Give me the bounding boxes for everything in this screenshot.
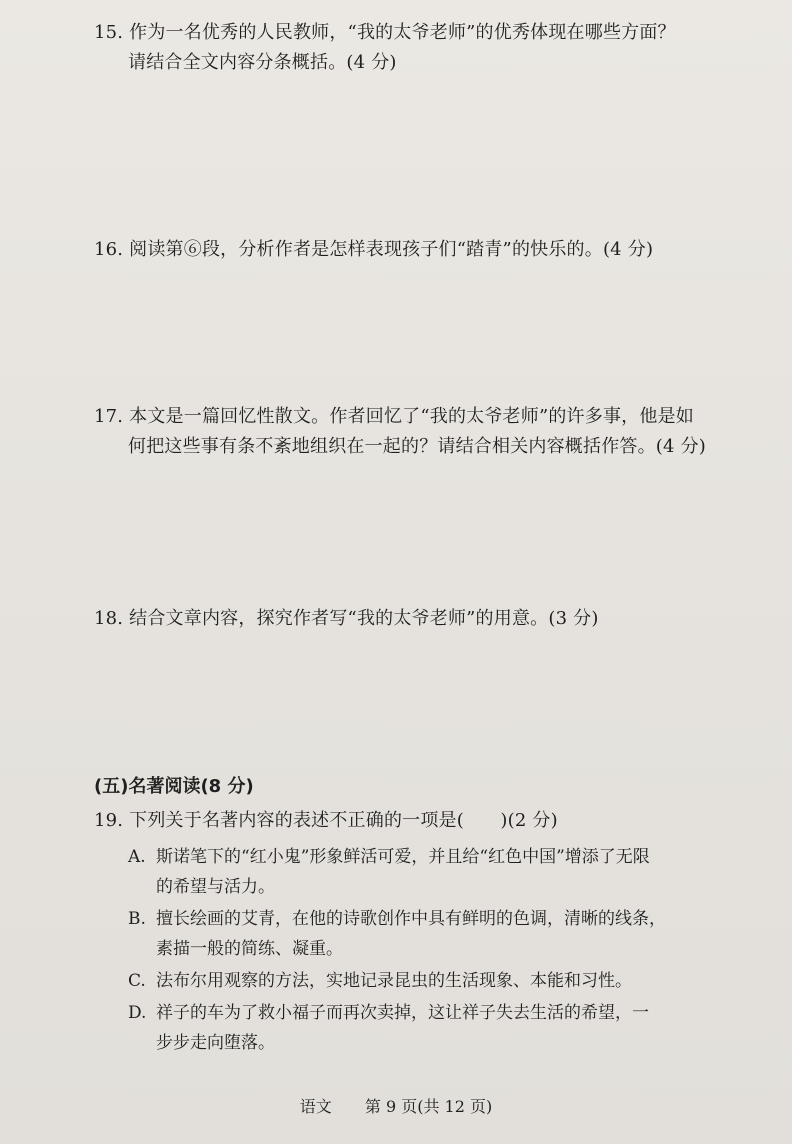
question-18-line-1: 18. 结合文章内容，探究作者写“我的太爷老师”的用意。(3 分) bbox=[94, 608, 599, 629]
question-16 bbox=[94, 235, 653, 265]
question-18 bbox=[94, 604, 599, 634]
option-b-line-2: 素描一般的简练、凝重。 bbox=[156, 939, 343, 959]
question-19-options bbox=[128, 842, 666, 1058]
question-17-line-1: 17. 本文是一篇回忆性散文。作者回忆了“我的太爷老师”的许多事，他是如 bbox=[94, 406, 694, 427]
page-footer bbox=[0, 1096, 792, 1118]
question-15-line-2: 请结合全文内容分条概括。(4 分) bbox=[128, 52, 397, 73]
option-c-line-1: 法布尔用观察的方法，实地记录昆虫的生活现象、本能和习性。 bbox=[156, 971, 632, 991]
option-b bbox=[128, 904, 666, 964]
footer-subject: 语文 bbox=[299, 1097, 332, 1116]
footer-page-number: 第 9 页(共 12 页) bbox=[364, 1097, 493, 1116]
option-b-line-1: 擅长绘画的艾青，在他的诗歌创作中具有鲜明的色调，清晰的线条， bbox=[156, 909, 666, 929]
question-17-line-2: 何把这些事有条不紊地组织在一起的？请结合相关内容概括作答。(4 分) bbox=[128, 436, 707, 457]
section-title-classics-reading: (五)名著阅读(8 分) bbox=[94, 776, 254, 797]
option-b-letter: B. bbox=[128, 909, 146, 929]
option-a-line-2: 的希望与活力。 bbox=[156, 877, 275, 897]
option-c bbox=[128, 966, 666, 996]
option-a-letter: A. bbox=[128, 847, 146, 867]
option-d-letter: D. bbox=[128, 1003, 147, 1023]
question-17 bbox=[94, 402, 706, 462]
question-16-line-1: 16. 阅读第⑥段，分析作者是怎样表现孩子们“踏青”的快乐的。(4 分) bbox=[94, 239, 654, 260]
option-c-letter: C. bbox=[128, 971, 146, 991]
question-15 bbox=[94, 18, 676, 78]
option-a bbox=[128, 842, 666, 902]
option-d-line-2: 步步走向堕落。 bbox=[156, 1033, 275, 1053]
option-d bbox=[128, 998, 666, 1058]
question-15-line-1: 15. 作为一名优秀的人民教师，“我的太爷老师”的优秀体现在哪些方面？ bbox=[94, 22, 676, 43]
option-d-line-1: 祥子的车为了救小福子而再次卖掉，这让祥子失去生活的希望，一 bbox=[156, 1003, 649, 1023]
question-19 bbox=[94, 806, 558, 836]
question-19-stem: 19. 下列关于名著内容的表述不正确的一项是( )(2 分) bbox=[94, 810, 558, 831]
option-a-line-1: 斯诺笔下的“红小鬼”形象鲜活可爱，并且给“红色中国”增添了无限 bbox=[156, 847, 650, 867]
